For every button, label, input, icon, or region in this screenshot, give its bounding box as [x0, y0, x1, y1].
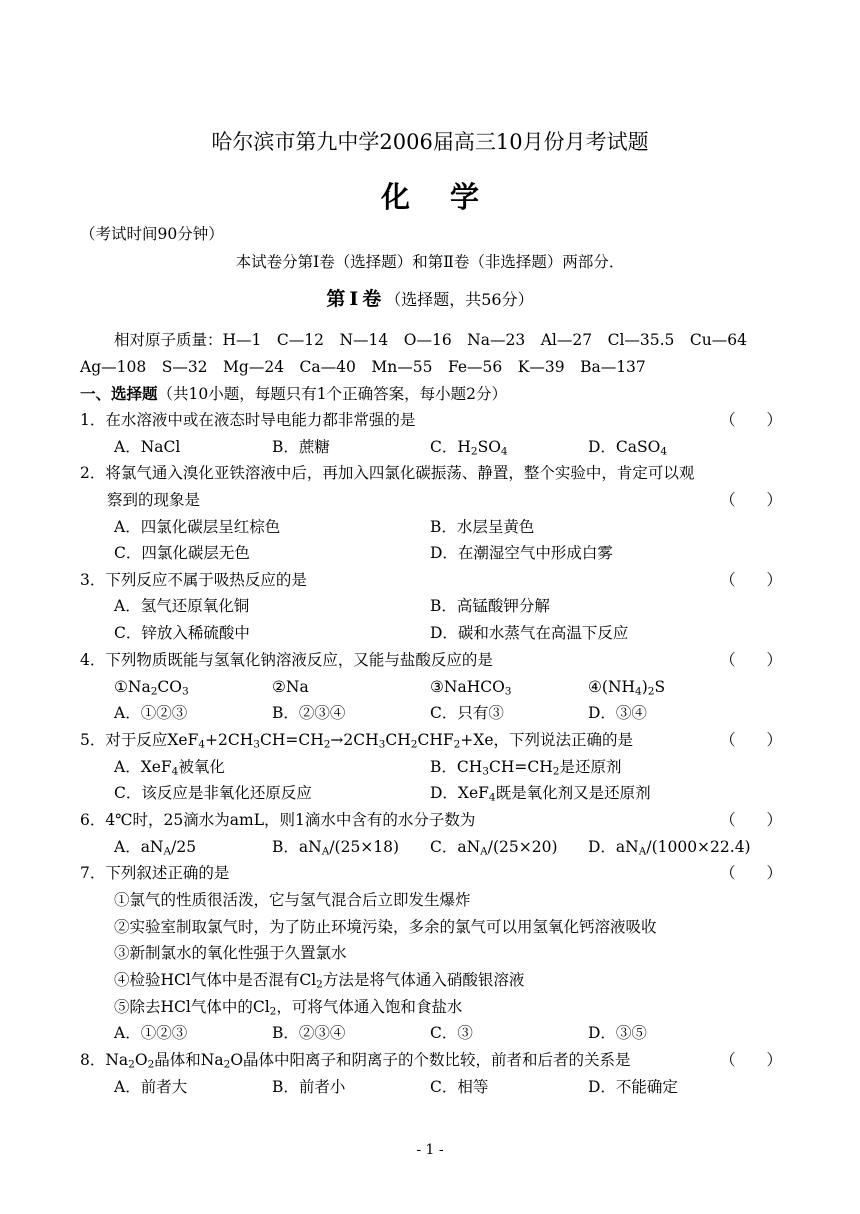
- section-heading: [80, 386, 507, 403]
- section-note: （共10小题，每题只有1个正确答案，每小题2分）: [157, 385, 507, 403]
- question-5-option-d[interactable]: D．XeF$_4$既是氧化剂又是还原剂: [430, 784, 651, 804]
- question-5-option-b[interactable]: B．$CH_3CH=CH_2$是还原剂: [430, 758, 622, 778]
- question-1-option-c[interactable]: C．$H_2SO_4$: [430, 438, 508, 458]
- question-6-option-d[interactable]: D．$aN_A/(1000\times 22.4)$: [588, 838, 751, 858]
- question-4-item-2: ②Na: [272, 678, 309, 696]
- question-7-stem: 7．下列叙述正确的是: [80, 864, 230, 882]
- question-7-item-2: ②实验室制取氯气时，为了防止环境污染，多余的氯气可以用氢氧化钙溶液吸收: [114, 918, 657, 936]
- part-one-label: 第Ⅰ卷: [326, 288, 386, 310]
- question-7-option-d[interactable]: D．③⑤: [588, 1024, 647, 1042]
- section-label: 一、选择题: [80, 384, 158, 403]
- question-4-answer-blank[interactable]: （ ）: [720, 651, 783, 669]
- question-3-option-b[interactable]: B．高锰酸钾分解: [430, 597, 550, 615]
- atomic-masses-line-1: 相对原子质量：H—1 C—12 N—14 O—16 Na—23 Al—27 Cl—35.5 Cu—64: [114, 331, 747, 349]
- question-1-option-d[interactable]: D．CaSO$_4$: [588, 438, 668, 458]
- question-6-option-a[interactable]: A．$aN_A/25$: [114, 838, 197, 858]
- question-2-option-b[interactable]: B．水层呈黄色: [430, 518, 535, 536]
- question-7-item-1: ①氯气的性质很活泼，它与氢气混合后立即发生爆炸: [114, 891, 471, 909]
- question-8-stem: 8．$Na_2O_2$晶体和$Na_2O$晶体中阳离子和阴离子的个数比较，前者和后者的关系是: [80, 1051, 631, 1071]
- question-6-option-c[interactable]: C．$aN_A/(25\times 20)$: [430, 838, 558, 858]
- question-4-stem: 4．下列物质既能与氢氧化钠溶液反应，又能与盐酸反应的是: [80, 651, 493, 669]
- page-title: 哈尔滨市第九中学2006届高三10月份月考试题: [211, 130, 649, 154]
- question-7-item-3: ③新制氯水的氧化性强于久置氯水: [114, 944, 347, 962]
- question-4-item-4: $④(NH_4)_2S$: [588, 678, 666, 698]
- question-7-item-5: ⑤除去HCl气体中的$Cl_2$，可将气体通入饱和食盐水: [114, 998, 463, 1018]
- question-6-stem: 6．4℃时，25滴水为amL，则1滴水中含有的水分子数为: [80, 811, 476, 829]
- question-6-answer-blank[interactable]: （ ）: [720, 811, 783, 829]
- question-4-item-3: ③NaHCO$_3$: [430, 678, 512, 698]
- question-8-option-d[interactable]: D．不能确定: [588, 1078, 678, 1096]
- question-2-answer-blank[interactable]: （ ）: [720, 491, 783, 509]
- question-1-option-b[interactable]: B．蔗糖: [272, 438, 330, 456]
- question-5-stem: 5．对于反应$XeF_4+2CH_3CH=CH_2\to 2CH_3CH_2CHF_2+Xe$，下列说法正确的是: [80, 731, 633, 751]
- question-2-option-a[interactable]: A．四氯化碳层呈红棕色: [114, 518, 281, 536]
- question-3-option-c[interactable]: C．锌放入稀硫酸中: [114, 624, 250, 642]
- question-7-answer-blank[interactable]: （ ）: [720, 864, 783, 882]
- question-5-option-c[interactable]: C．该反应是非氧化还原反应: [114, 784, 312, 802]
- question-8-answer-blank[interactable]: （ ）: [720, 1051, 783, 1069]
- question-1-answer-blank[interactable]: （ ）: [720, 411, 783, 429]
- question-2-stem-line-2: 察到的现象是: [107, 491, 201, 509]
- question-4-item-1: $①Na_2CO_3$: [114, 678, 189, 698]
- question-2-option-d[interactable]: D．在潮湿空气中形成白雾: [430, 544, 613, 562]
- question-7-option-c[interactable]: C．③: [430, 1024, 473, 1042]
- question-4-option-d[interactable]: D．③④: [588, 704, 647, 722]
- question-7-option-a[interactable]: A．①②③: [114, 1024, 188, 1042]
- question-7-item-4: ④检验HCl气体中是否混有$Cl_2$方法是将气体通入硝酸银溶液: [114, 971, 525, 991]
- exam-time-note: （考试时间90分钟）: [80, 225, 224, 243]
- question-1-stem: 1．在水溶液中或在液态时导电能力都非常强的是: [80, 411, 416, 429]
- question-4-option-a[interactable]: A．①②③: [114, 704, 188, 722]
- question-8-option-c[interactable]: C．相等: [430, 1078, 489, 1096]
- question-3-stem: 3．下列反应不属于吸热反应的是: [80, 571, 307, 589]
- question-3-option-d[interactable]: D．碳和水蒸气在高温下反应: [430, 624, 629, 642]
- question-3-answer-blank[interactable]: （ ）: [720, 571, 783, 589]
- part-one-note: （选择题，共56分）: [385, 290, 534, 309]
- question-7-option-b[interactable]: B．②③④: [272, 1024, 346, 1042]
- question-4-option-c[interactable]: C．只有③: [430, 704, 504, 722]
- question-5-option-a[interactable]: A．XeF$_4$被氧化: [114, 758, 225, 778]
- question-8-option-a[interactable]: A．前者大: [114, 1078, 188, 1096]
- question-1-option-a[interactable]: A．NaCl: [114, 438, 181, 456]
- question-4-option-b[interactable]: B．②③④: [272, 704, 346, 722]
- subject-title: 化学: [380, 180, 519, 214]
- question-6-option-b[interactable]: B．$aN_A/(25\times 18)$: [272, 838, 400, 858]
- question-8-option-b[interactable]: B．前者小: [272, 1078, 346, 1096]
- question-2-stem-line-1: 2．将氯气通入溴化亚铁溶液中后，再加入四氯化碳振荡、静置，整个实验中，肯定可以观: [80, 464, 695, 482]
- question-2-option-c[interactable]: C．四氯化碳层无色: [114, 544, 250, 562]
- exam-intro: 本试卷分第Ⅰ卷（选择题）和第Ⅱ卷（非选择题）两部分．: [235, 253, 625, 271]
- part-one-title: [0, 290, 860, 309]
- atomic-masses-line-2: Ag—108 S—32 Mg—24 Ca—40 Mn—55 Fe—56 K—39 Ba—137: [80, 358, 646, 376]
- question-5-answer-blank[interactable]: （ ）: [720, 731, 783, 749]
- question-3-option-a[interactable]: A．氢气还原氧化铜: [114, 597, 250, 615]
- page-number: - 1 -: [416, 1142, 444, 1158]
